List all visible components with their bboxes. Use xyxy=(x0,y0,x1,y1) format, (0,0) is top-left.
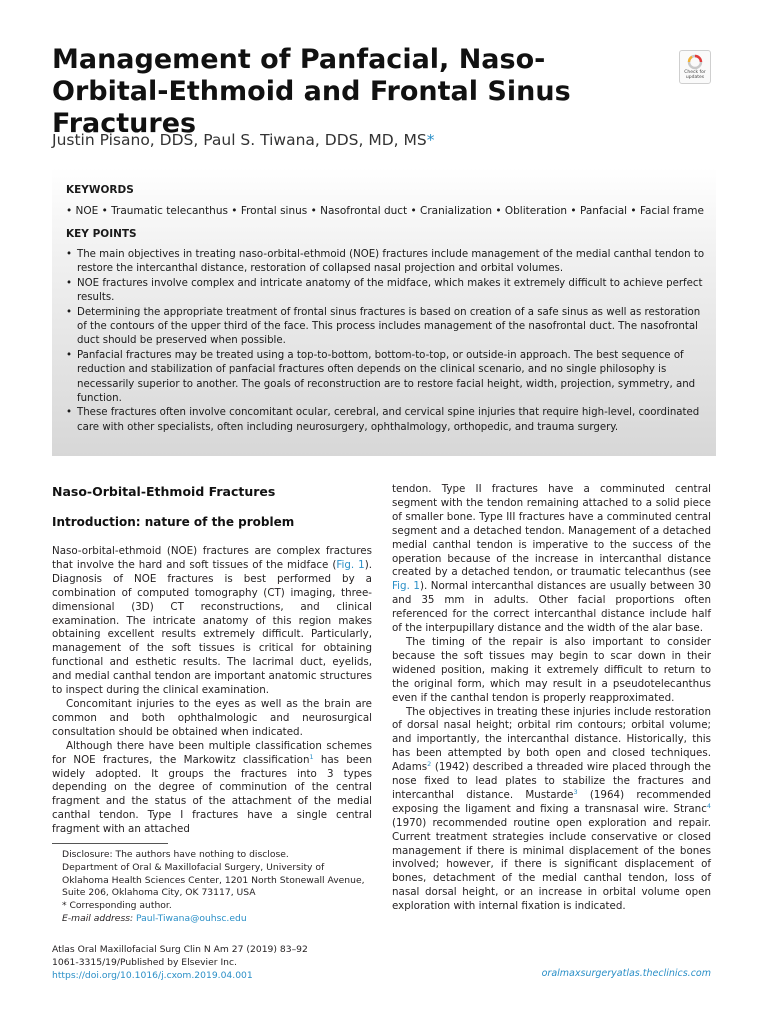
badge-label: Check for updates xyxy=(684,70,706,80)
right-column xyxy=(392,483,711,914)
paragraph: The timing of the repair is also important to consider because the soft tissues may begin to scar down in their widened position, making it extremely difficult to return to the original form, which may result in a pseudotelecanthus even if the canthal tendon is properly reapproximated. xyxy=(392,635,711,704)
corresponding-mark[interactable]: * xyxy=(426,131,435,149)
journal-issn: 1061-3315/19/Published by Elsevier Inc. xyxy=(52,956,237,968)
reference-link[interactable]: 2 xyxy=(427,760,432,769)
email-note: E-mail address: Paul-Tiwana@ouhsc.edu xyxy=(62,912,247,924)
left-column xyxy=(52,545,372,837)
update-ring-icon xyxy=(687,54,703,70)
key-point-item: • These fractures often involve concomitant ocular, cerebral, and cervical spine injuries that require high-level, coordinated care with other specialists, often including neurosurgery, ophthalmology, orthopedic, and trauma surgery. xyxy=(66,406,712,435)
paragraph: Concomitant injuries to the eyes as well as the brain are common and both ophthalmologic and neurosurgical consultation should be obtained when indicated. xyxy=(52,697,372,738)
key-point-item: • NOE fractures involve complex and intricate anatomy of the midface, which makes it extremely difficult to achieve perfect results. xyxy=(66,277,712,306)
corresponding-note: * Corresponding author. xyxy=(62,900,172,912)
keywords-heading: KEYWORDS xyxy=(66,184,134,196)
journal-info xyxy=(52,944,308,982)
key-point-item: • The main objectives in treating naso-orbital-ethmoid (NOE) fractures include management of the medial canthal tendon to restore the intercanthal distance, restoration of collapsed nasal projection and orbital volumes. xyxy=(66,248,712,277)
keywords-list: • NOE • Traumatic telecanthus • Frontal sinus • Nasofrontal duct • Cranialization • Obliteration • Panfacial • Facial frame xyxy=(66,205,704,217)
figure-link[interactable]: Fig. 1 xyxy=(336,558,365,571)
disclosure-note: Disclosure: The authors have nothing to disclose. xyxy=(62,849,289,860)
affiliation-note: Department of Oral & Maxillofacial Surgery, University of Oklahoma Health Sciences Center, 1201 North Stonewall Avenue, Suite 206, Oklahoma City, OK 73117, USA xyxy=(62,861,365,899)
key-point-item: • Panfacial fractures may be treated using a top-to-bottom, bottom-to-top, or outside-in approach. The best sequence of reduction and stabilization of panfacial fractures often depends on the clinical scenario, and no single philosophy is necessarily superior to another. The goals of reconstruction are to restore facial height, width, projection, symmetry, and function. xyxy=(66,349,712,407)
article-title: Management of Panfacial, Naso-Orbital-Ethmoid and Frontal Sinus Fractures xyxy=(52,44,571,139)
footnote-divider xyxy=(52,843,168,844)
paragraph: Naso-orbital-ethmoid (NOE) fractures are complex fractures that involve the hard and soft tissues of the midface (Fig. 1). Diagnosis of NOE fractures is best performed by a combination of computed tomography (CT) imaging, three-dimensional (3D) CT reconstructions, and clinical examination. The intricate anatomy of this region makes obtaining excellent results extremely difficult. Particularly, management of the soft tissues is critical for obtaining functional and esthetic results. The lacrimal duct, eyelids, and medial canthal tendon are important anatomic structures to inspect during the clinical examination. xyxy=(52,545,372,697)
author-list xyxy=(52,131,434,149)
email-link[interactable]: Paul-Tiwana@ouhsc.edu xyxy=(136,912,247,924)
check-for-updates-badge[interactable] xyxy=(679,50,711,84)
key-point-item: • Determining the appropriate treatment of frontal sinus fractures is based on creation of a safe sinus as well as restoration of the contours of the upper third of the face. This process includes management of the nasofrontal duct. The nasofrontal duct should be preserved when possible. xyxy=(66,306,712,349)
figure-link[interactable]: Fig. 1 xyxy=(392,580,420,593)
key-points-heading: KEY POINTS xyxy=(66,228,137,240)
doi-link[interactable]: https://doi.org/10.1016/j.cxom.2019.04.001 xyxy=(52,969,253,981)
reference-link[interactable]: 1 xyxy=(309,752,314,761)
author-names: Justin Pisano, DDS, Paul S. Tiwana, DDS, MD, MS xyxy=(52,131,427,149)
paragraph: Although there have been multiple classification schemes for NOE fractures, the Markowitz classification$^1$ has been widely adopted. It groups the fractures into 3 types depending on the degree of comminution of the central fragment and the status of the attachment of the medial canthal tendon. Type I fractures have a single central fragment with an attached xyxy=(52,739,372,836)
journal-site-link[interactable]: oralmaxsurgeryatlas.theclinics.com xyxy=(541,968,711,979)
reference-link[interactable]: 3 xyxy=(573,787,578,796)
journal-citation: Atlas Oral Maxillofacial Surg Clin N Am 27 (2019) 83–92 xyxy=(52,944,308,955)
paragraph: The objectives in treating these injuries include restoration of dorsal nasal height; orbital rim contours; orbital volume; and importantly, the intercanthal distance. Historically, this has been attempted by both open and closed techniques. Adams$^2$ (1942) described a threaded wire placed through the nose fixed to lead plates to stabilize the fractures and intercanthal distance. Mustarde$^3$ (1964) recommended exposing the ligament and fixing a transnasal wire. Stranc$^4$ (1970) recommended routine open exploration and repair. Current treatment strategies include conservative or closed management if there is minimal displacement of the bones involved; however, if there is significant displacement of bones, detachment of the medial canthal tendon, loss of nasal dorsal height, or an increase in orbital volume open exploration with internal fixation is indicated. xyxy=(392,705,711,913)
subsection-heading: Introduction: nature of the problem xyxy=(52,515,295,529)
section-heading: Naso-Orbital-Ethmoid Fractures xyxy=(52,484,276,499)
reference-link[interactable]: 4 xyxy=(706,801,711,810)
key-points-list xyxy=(66,248,712,435)
paragraph: tendon. Type II fractures have a comminuted central segment with the tendon remaining attached to a solid piece of smaller bone. Type III fractures have a comminuted central segment and a detached tendon. Management of a detached medial canthal tendon is imperative to the success of the operation because of the increase in intercanthal distance created by a detached tendon, or traumatic telecanthus (see Fig. 1). Normal intercanthal distances are usually between 30 and 35 mm in adults. Other facial proportions often referenced for the correct intercanthal distance include half of the interpupillary distance and the width of the alar base. xyxy=(392,483,712,635)
footnotes xyxy=(52,849,372,926)
